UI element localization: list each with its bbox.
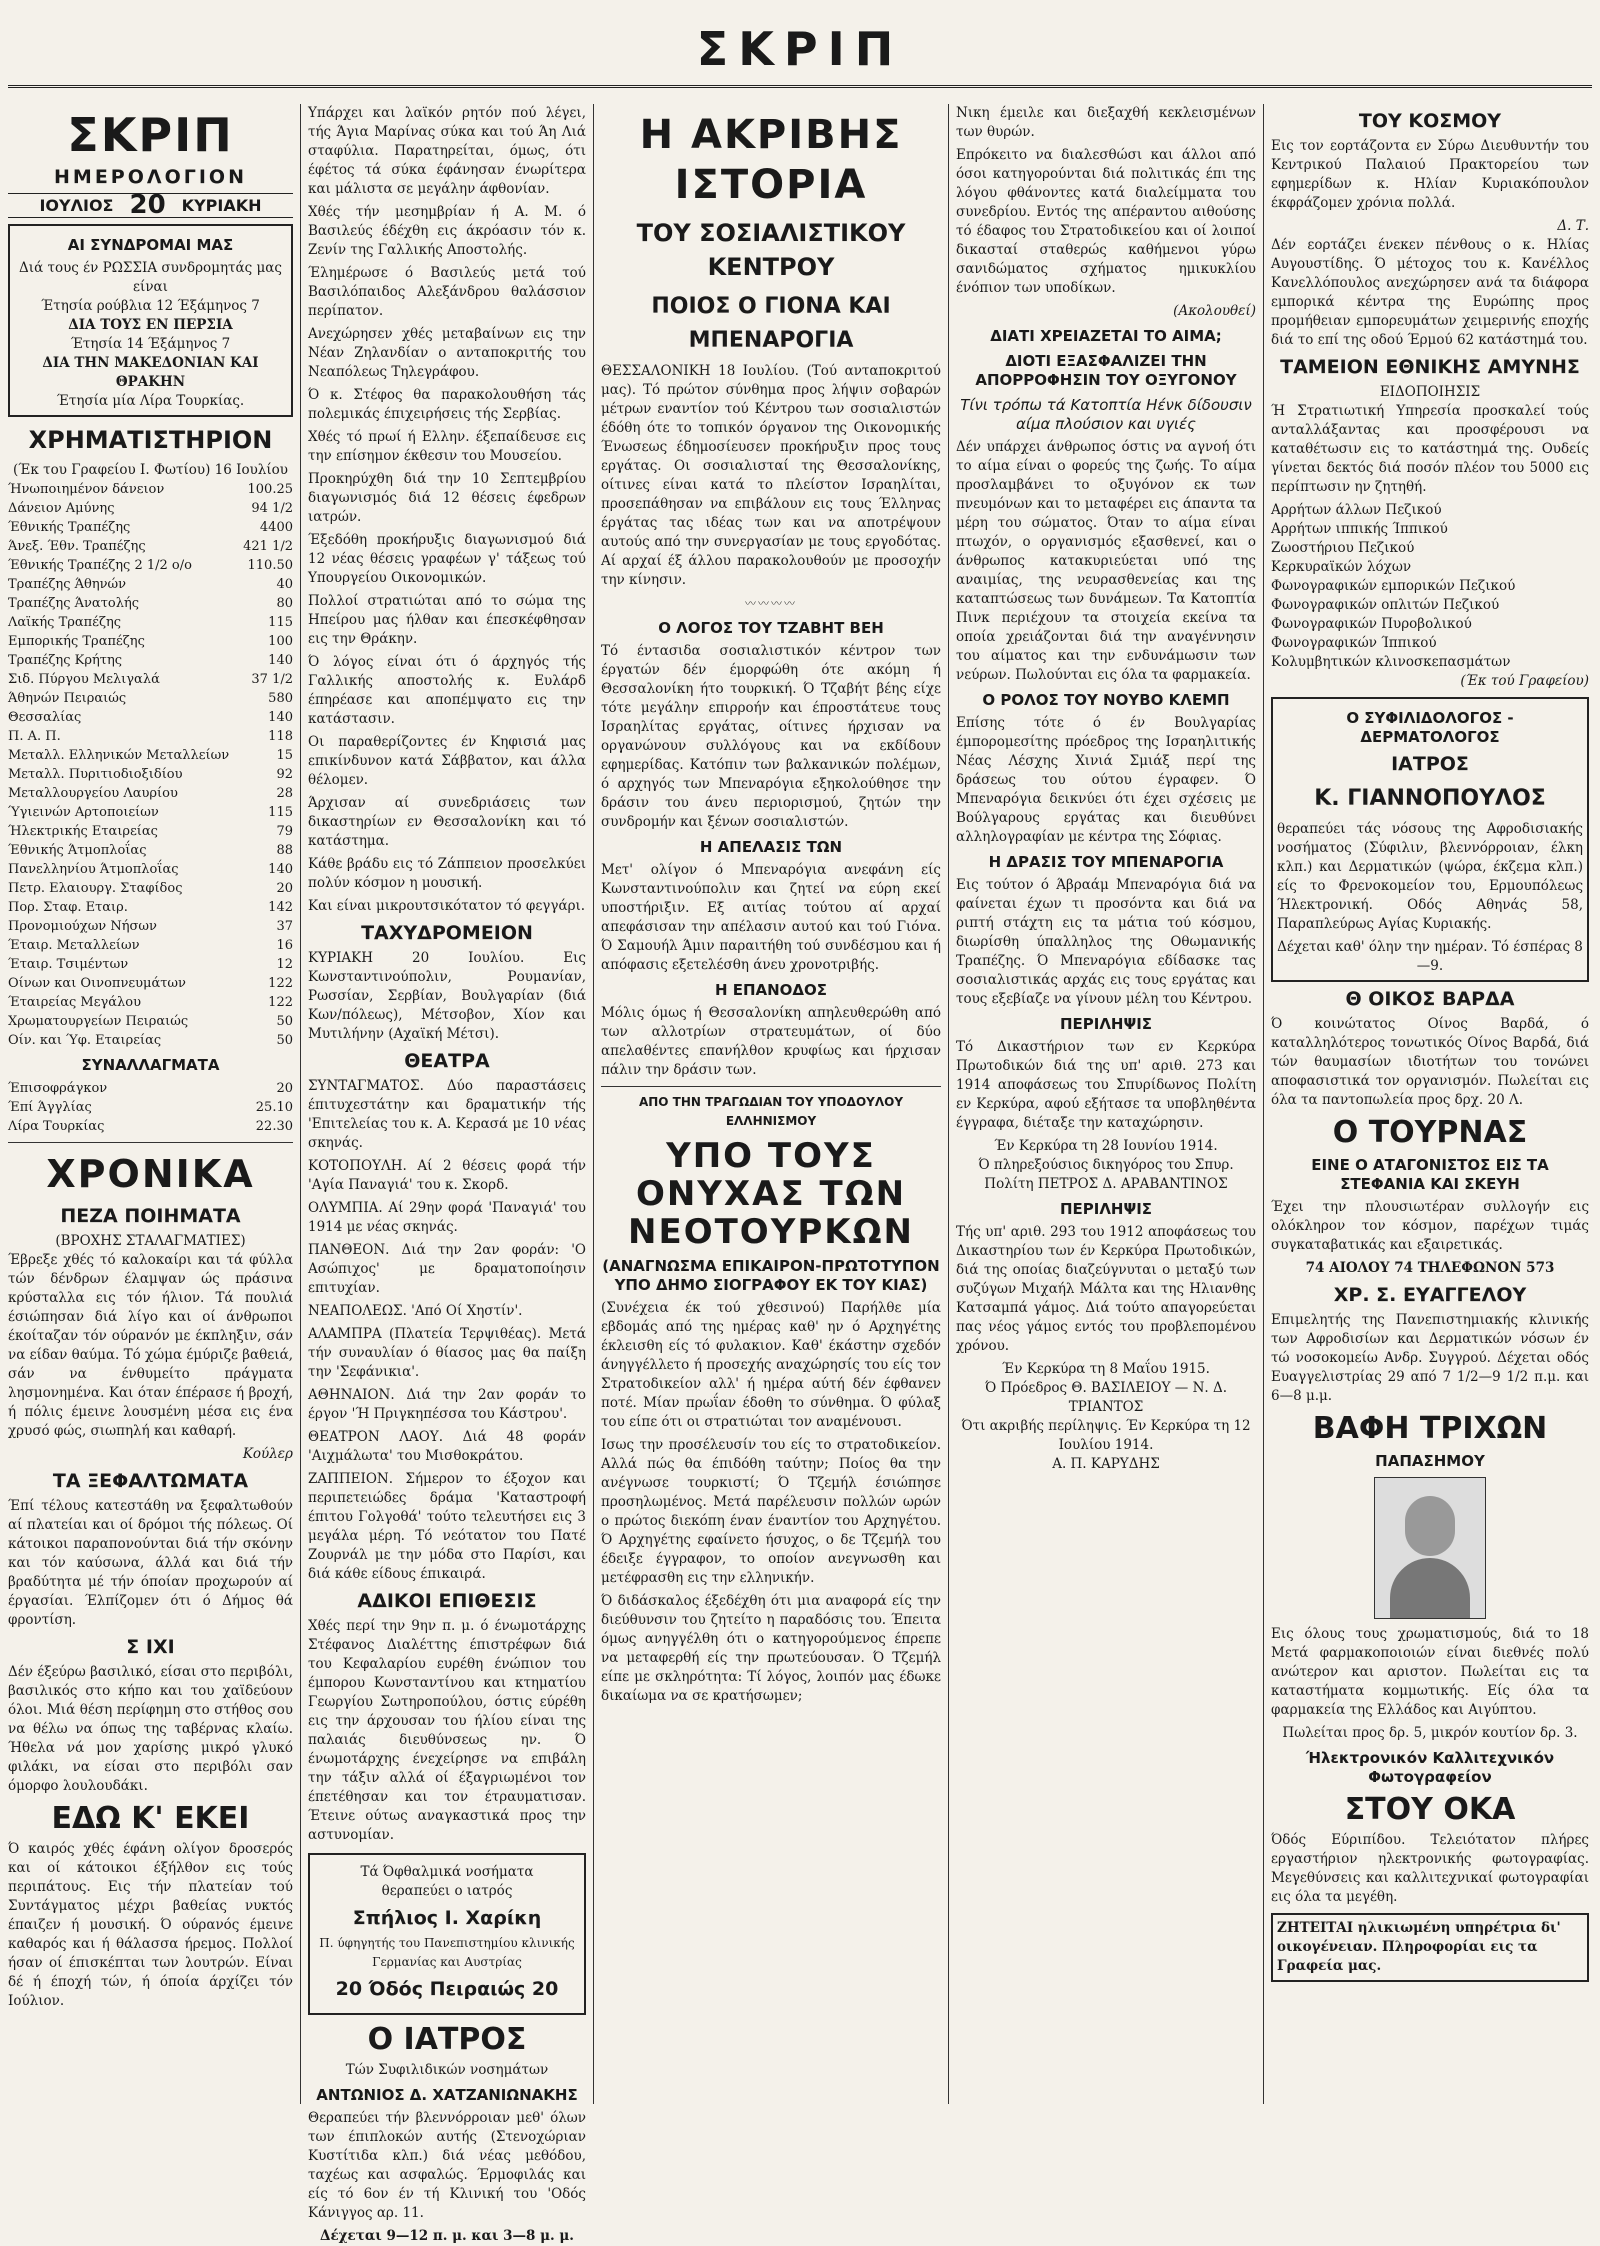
fx-row-label: Λίρα Τουρκίας [8, 1119, 105, 1134]
exchange-row-label: Χρωματουργείων Πειραιώς [8, 1014, 189, 1029]
exchange-row-value: 94 1/2 [251, 501, 293, 516]
theatre-item: ΠΑΝΘΕΟΝ. Διά την 2αν φοράν: 'Ο Ασώπιχος' με δραματοποίησιν επιτυχίαν. [308, 1242, 586, 1296]
tameion-item: Φωνογραφικών Ίππικού [1271, 635, 1437, 651]
syf-subheading: ΙΑΤΡΟΣ [1391, 753, 1469, 775]
exchange-row-label: Μεταλλουργείου Λαυρίου [8, 786, 178, 801]
date-day: 20 [129, 190, 166, 220]
theatre-item: ΑΛΑΜΠΡΑ (Πλατεία Τερψιθέας). Μετά τήν συναυλίαν ό θίασος μας θα παίξη την 'Σεφάνικια'. [308, 1326, 586, 1380]
role-text: Επίσης τότε ό έν Βουλγαρίας έμπορομεσίτης πρόεδρος της Ισραηλιτικής Νέας Λέσχης Χινιά Σμιάξ περί της δράσεως του ούτου έγραφεν. Ό Μπεναρόγια δεικνύει ότι έχει σχέσεις με Βούλγαρους εργάτας και διευθύνει αλληλογραφίαν με κέντρα της Σόφιας. [956, 715, 1256, 845]
exchange-row-value: 100.25 [247, 482, 293, 497]
exchange-row [8, 841, 293, 860]
theatre-item: ΘΕΑΤΡΟΝ ΛΑΟΥ. Διά 48 φοράν 'Αιχμάλωτα' του Μισθοκράτου. [308, 1429, 586, 1464]
ad-name: Σπήλιος Ι. Χαρίκη [352, 1907, 542, 1929]
news-paragraph: Χθές τό πρωί ή Ελλην. έξεπαίδευσε εις την επίσημον έκθεσιν του Μουσείου. [308, 429, 586, 464]
summary-footer-signature: Α. Π. ΚΑΡΥΔΗΣ [1052, 1456, 1160, 1472]
portrait-illustration [1374, 1477, 1486, 1619]
exchange-row [8, 803, 293, 822]
poems-subheading: (ΒΡΟΧΗΣ ΣΤΑΛΑΓΜΑΤΙΕΣ) [55, 1233, 246, 1249]
exchange-row-value: 40 [276, 577, 293, 592]
exchange-row-value: 115 [268, 615, 293, 630]
exchange-row [8, 860, 293, 879]
theatre-item: ΟΛΥΜΠΙΑ. Αί 29ην φορά 'Παναγιά' του 1914 με νέας σκηνάς. [308, 1200, 586, 1235]
subscription-line: Έτησία μία Λίρα Τουρκίας. [56, 393, 245, 409]
drasis-text: Εις τούτον ό Άβραάμ Μπεναρόγια διά να φαίνεται έχων τι προσόντα και διά να ριπτή στάχτη εις τα μάτια τού κόσμου, διωρίσθη ύπαλληλος της Οθωμανικής Τραπέζης. Ό Μπεναρόγια εδίδασκε τας σοσιαλιστικάς αρχάς εις τους εργάτας και τους εξεβίαζε να γίνουν μέλη του Κέντρου. [956, 877, 1256, 1007]
subscription-line: ΔΙΑ ΤΟΥΣ ΕΝ ΠΕΡΣΙΑ [68, 317, 233, 333]
serial-text: Ό διδάσκαλος έξεδέχθη ότι μια αναφορά είς την διεύθυνσιν του ζητείτο η παραδόσις του. Έπειτα όμως ανηγγέλθη ότι ο κατηγορούμενος έπρεπε να μεταφερθή είς την πρωτεύουσαν. Ό Τζεμήλ είπε με σκληρότητα: Τί λόγος, λοιπόν μας έδωκε δικαίωμα να σε κρατήσωμεν; [601, 1593, 941, 1704]
sub-heading: Ο ΛΟΓΟΣ ΤΟΥ ΤΖΑΒΗΤ ΒΕΗ [658, 619, 884, 637]
ad-line: Π. ύφηγητής του Πανεπιστημίου κλινικής Γερμανίας και Αυστρίας [319, 1936, 575, 1969]
kosmos-text-2: Δέν εορτάζει ένεκεν πένθους ο κ. Ηλίας Αυγουστίδης. Ό μέτοχος του κ. Κανέλλος Κανελλόπουλος ανεχώρησεν ανά τα διάφορα εμπορικά κέντρα της Ευρώπης προς προμήθειαν εμπορευμάτων χειμερινής εποχής διά το επί της οδού Έρμού 62 κατάστημά του. [1271, 237, 1589, 348]
news-paragraph: Επρόκειτο να διαλεσθώσι και άλλοι από όσοι κατηγορούνται διά πολιτικάς έπι της λόγου φθάνοντες κατά διαλείμματα του συνεδρίου. Εντός της απέραντου αιθούσης τό έδαφος του Στρατοδικείου και οί λοιποί δικασταί σταθερώς καθήμενοι γύρω σανιδώματος σχήματος ημικυκλίου ένόπιον των υποδίκων. [956, 147, 1256, 296]
eye-doctor-ad [308, 1853, 586, 2015]
theatre-list [308, 1077, 586, 1584]
news-paragraph: Χθές τήν μεσημβρίαν ή Α. Μ. ό Βασιλεύς έδέχθη εις άκρόασιν τόν κ. Ζενίν της Γαλλικής Αποστολής. [308, 204, 586, 258]
portrait-body [1390, 1558, 1470, 1618]
continued-note: (Ακολουθεί) [1173, 303, 1256, 319]
serial-text: Ισως την προσέλευσίν του είς το στρατοδικείον. Αλλά πώς θα έπιδόθη ταύτην; Ποίος θα την ανέγνωσε τουρκιστί; Ό Τζεμήλ έσιώπησε προσηλωμένος. Μετά παρέλευσιν πολλών ωρών ο πρώτος διεκόπη έναν έναντίον του Αρχηγέτου. Ό Αρχηγέτης εφαίνετο ήσυχος, ο δε Τζεμήλ του έδειξε έγγραφον, το οποίον ανεγνωσθη και μετέφρασθη εις την ελληνικήν. [601, 1437, 941, 1586]
news-paragraph: Ό κ. Στέφος θα παρακολουθήση τάς πολεμικάς έπιχειρήσεις τής Σερβίας. [308, 387, 586, 422]
doctor-name: ΑΝΤΩΝΙΟΣ Δ. ΧΑΤΖΑΝΙΩΝΑΚΗΣ [316, 2086, 578, 2104]
adikoi-heading: ΑΔΙΚΟΙ ΕΠΙΘΕΣΙΣ [357, 1590, 537, 1612]
column-rule [300, 104, 301, 2104]
exchange-row-label: Δάνειον Αμύνης [8, 501, 115, 516]
tameion-subheading: ΕΙΔΟΠΟΙΗΣΙΣ [1379, 384, 1481, 400]
news-paragraph: Έξεδόθη προκήρυξις διαγωνισμού διά 12 νέας θέσεις γραφέων γ' τάξεως τού Υπουργείου Οικονομικών. [308, 532, 586, 586]
exchange-row [8, 993, 293, 1012]
exchange-row [8, 955, 293, 974]
summary-signature: Ό Πρόεδρος Θ. ΒΑΣΙΛΕΙΟΥ — Ν. Δ. ΤΡΙΑΝΤΟΣ [984, 1380, 1228, 1415]
tourna-text: Έχει την πλουσιωτέραν συλλογήν εις ολόκληρον τον κόσμον, παρέχων τιμάς συγκαταβατικάς και εξαιρετικάς. [1271, 1199, 1589, 1253]
oikos-heading: Θ ΟΙΚΟΣ ΒΑΡΔΑ [1345, 988, 1515, 1010]
portrait-face [1405, 1496, 1455, 1556]
exchange-row-label: Έταιρ. Τσιμέντων [8, 957, 129, 972]
exchange-row-value: 50 [276, 1014, 293, 1029]
news-paragraph: Πολλοί στρατιώται από το σώμα της Ηπείρου μας ήλθαν και έπεσκέφθησαν εις την Θράκην. [308, 593, 586, 647]
doctor-text: Θεραπεύει τήν βλεννόρροιαν μεθ' όλων των έπιπλοκών αυτής (Στενοχώριαν Κυστίτιδα κλπ.) διά νέας μεθόδου, ταχέως και ασφαλώς. Έρμοφιλάς και είς τό 6ον έν τή Κλινική του 'Οδός Κάνιγγος αρ. 11. [308, 2110, 586, 2221]
exchange-row-label: Έταιρ. Μεταλλείων [8, 938, 140, 953]
exchange-row-label: Πορ. Σταφ. Εταιρ. [8, 900, 128, 915]
ix-text: Δέν έξεύρω βασιλικό, είσαι στο περιβόλι, βασιλικός στο κήπο και του χαϊδεύουν όλοι. Μιά θέση περίφημη στο στήθος σου να θέλω να όπως της ταβέρνας κλαίω. Ήθελα νά μον χαρίσης μικρό γλυκό φιλάκι, να είσαι στο περιβόλι σαν όμορφο λουλουδάκι. [8, 1664, 294, 1794]
exchange-row-label: Έταιρείας Μεγάλου [8, 995, 141, 1010]
exchange-row-value: 80 [276, 596, 293, 611]
fx-row [8, 1098, 293, 1117]
tameion-item: Ζωοστήριου Πεζικού [1271, 540, 1415, 556]
exchange-row [8, 727, 293, 746]
syf-hours: Δέχεται καθ' όλην την ημέραν. Τό έσπέρας 8—9. [1277, 939, 1583, 974]
exchange-row-value: 110.50 [247, 558, 293, 573]
ad-line: θεραπεύει ο ιατρός [381, 1883, 513, 1899]
ad-address: 20 Όδός Πειραιώς 20 [335, 1978, 559, 2000]
exchange-row-label: Θεσσαλίας [8, 710, 82, 725]
exchange-row-label: Τραπέζης Άθηνών [8, 577, 127, 592]
chronika-heading: ΧΡΟΝΙΚΑ [46, 1152, 255, 1196]
newspaper-page [8, 8, 1592, 2244]
exchange-row [8, 480, 293, 499]
exchange-row [8, 613, 293, 632]
masthead-rule [8, 85, 1592, 88]
exchange-row [8, 537, 293, 556]
column-fourth [956, 104, 1256, 2104]
tourna-heading: Ο ΤΟΥΡΝΑΣ [1332, 1115, 1528, 1150]
exchange-row-value: 140 [268, 653, 293, 668]
exchange-row-value: 37 1/2 [251, 672, 293, 687]
exchange-row [8, 708, 293, 727]
exchange-heading: ΧΡΗΜΑΤΙΣΤΗΡΙΟΝ [28, 426, 273, 454]
exchange-row-value: 4400 [259, 520, 293, 535]
exchange-row-label: Οίν. και Ύφ. Εταιρείας [8, 1033, 162, 1048]
exchange-row-label: Άθηνών Πειραιώς [8, 691, 127, 706]
subscription-line: ΔΙΑ ΤΗΝ ΜΑΚΕΔΟΝΙΑΝ ΚΑΙ ΘΡΑΚΗΝ [42, 355, 259, 390]
divider [601, 1086, 941, 1087]
kosmos-heading: ΤΟΥ ΚΟΣΜΟΥ [1358, 110, 1502, 132]
theatre-heading: ΘΕΑΤΡΑ [404, 1050, 490, 1072]
column-right [1271, 104, 1589, 2104]
tourna-address: 74 ΑΙΟΛΟΥ 74 ΤΗΛΕΦΩΝΟΝ 573 [1305, 1260, 1555, 1276]
oikos-text: Ό κοινώτατος Οίνος Βαρδά, ό καταλληλότερος τονωτικός Οίνος Βαρδά, διά τών θαυμασίων ιδιοτήτων του τονώνει αποφασιστικά τον οργανισμόν. Πωλείται εις όλα τα παντοπωλεία προς δρχ. 20 Λ. [1271, 1016, 1589, 1108]
ix-heading: Σ ΙΧΙ [126, 1636, 175, 1658]
exchange-row [8, 1031, 293, 1050]
serial-title: ΥΠΟ ΤΟΥΣ ΟΝΥΧΑΣ ΤΩΝ ΝΕΟΤΟΥΡΚΩΝ [628, 1136, 914, 1252]
blood-heading-2: ΔΙΟΤΙ ΕΞΑΣΦΑΛΙΖΕΙ ΤΗΝ ΑΠΟΡΡΟΦΗΣΙΝ ΤΟΥ ΟΞΥΓΟΝΟΥ [975, 352, 1237, 389]
exchange-row-value: 20 [276, 881, 293, 896]
subscription-line: Έτησία ρούβλια 12 Έξάμηνος 7 [41, 298, 260, 314]
poems-heading: ΠΕΖΑ ΠΟΙΗΜΑΤΑ [60, 1205, 241, 1227]
exchange-row-value: 580 [268, 691, 293, 706]
exchange-row-label: Ήνωποιημένον δάνειον [8, 482, 165, 497]
divider [8, 1142, 293, 1143]
column-left [8, 104, 293, 2104]
exchange-row-value: 115 [268, 805, 293, 820]
column-center [601, 104, 941, 2104]
exchange-row-label: Ύγιεινών Αρτοποιείων [8, 805, 159, 820]
edo-text: Ό καιρός χθές έφάνη ολίγον δροσερός και οί κάτοικοι έξήλθον εις τούς περιπάτους. Εις τήν πλατείαν τού Συντάγματος μέχρι βαθείας νυκτός έπαιζεν ή μουσική. Ό ούρανός έμεινε καθαρός και ή θάλασσα ήρεμος. Πολλοί ήσαν οί έπισκέπται των λουτρών. Είναι δέ ή έποχή τών, ή όποία άρχίζει τόν Ιούλιον. [8, 1841, 293, 2009]
exchange-row-value: 88 [276, 843, 293, 858]
theatre-item: ΖΑΠΠΕΙΟΝ. Σήμερον το έξοχον και περιπετειώδες δράμα 'Καταστροφή έπιτου Γολγοθά' τούτο τελευτήσει εις 3 μεγάλα μέρη. Τό νεότατον του Πατέ Ζουρνάλ με την μόδα στο Παρίσι, και διά κάθε είδους έπικαιρά. [308, 1471, 586, 1582]
exchange-row [8, 575, 293, 594]
exchange-row-value: 421 1/2 [243, 539, 293, 554]
xefalt-text: Έπί τέλους κατεστάθη να ξεφαλτωθούν αί πλατείαι και οί δρόμοι τής πόλεως. Οί κάτοικοι παραπονούνται διά τήν σκόνην και τόν καύσωνα, άλλά και διά τήν βραδύτητα μέ τήν όποίαν προχωρούν αί έργασίαι. Έλπίζομεν ότι ό Δήμος θά φροντίση. [8, 1498, 293, 1628]
drasis-heading: Η ΔΡΑΣΙΣ ΤΟΥ ΜΠΕΝΑΡΟΓΙΑ [988, 853, 1224, 871]
poems-text: Έβρεξε χθές τό καλοκαίρι και τά φύλλα τών δένδρων έλαμψαν ώς πράσινα κρύσταλλα εις τόν ήλιον. Τά πουλιά έσιώπησαν διά λίγο και οί άνθρωποι έκοίταζαν τόν ούρανόν με έκπληξιν, σάν να είδαν θαύμα. Τό χώμα έμύριζε βαθειά, σάν να ένθυμείτο πράγματα λησμονημένα. Και όταν έπέρασε ή βροχή, ή πόλις έμεινε λουσμένη μέσα εις ένα χρυσό φώς, σιωπηλή και καθαρή. [8, 1252, 293, 1439]
theatre-item: ΚΟΤΟΠΟΥΛΗ. Αί 2 θέσεις φορά τήν 'Αγία Παναγιά' του κ. Σκορδ. [308, 1158, 586, 1193]
exchange-row-value: 16 [276, 938, 293, 953]
wanted-ad [1271, 1913, 1589, 1982]
exchange-row [8, 670, 293, 689]
news-paragraph: Υπάρχει και λαϊκόν ρητόν πού λέγει, τής Άγια Μαρίνας σύκα και τού Άη Λιά σταφύλια. Παρατηρείται, όμως, ότι έφέτος τά σύκα έφάνησαν ένωρίτερα και μάλιστα σε μεγάλην άφθονίαν. [308, 105, 586, 197]
tameion-item: Φωνογραφικών Πυροβολικού [1271, 616, 1472, 632]
fx-row-label: Έπισοφράγκον [8, 1081, 108, 1096]
syfilido-ad [1271, 697, 1589, 982]
divider-ornament: 〰〰〰〰 [745, 597, 797, 610]
fx-row-value: 22.30 [255, 1119, 293, 1134]
exchange-row-label: Λαϊκής Τραπέζης [8, 615, 122, 630]
exchange-row-label: Έθνικής Τραπέζης [8, 520, 131, 535]
summary-signature: Ό πληρεξούσιος δικηγόρος του Σπυρ. Πολίτη ΠΕΤΡΟΣ Δ. ΑΡΑΒΑΝΤΙΝΟΣ [978, 1157, 1234, 1192]
vafi-text: Εις όλους τους χρωματισμούς, διά το 18 Μετά φαρμακοποιοιών είναι διεθνές πολύ ανώτερον και αριστον. Πωλείται εις τα καταστήματα κομμωτικής. Είς όλα τα φαρμακεία της Ελλάδος και Αιγύπτου. [1271, 1626, 1589, 1718]
exchange-row-label: Π. Α. Π. [8, 729, 61, 744]
exchange-row-label: Μεταλλ. Ελληνικών Μεταλλείων [8, 748, 230, 763]
exchange-row [8, 632, 293, 651]
kosmos-signature: Δ. Τ. [1557, 218, 1589, 234]
sub-heading: Η ΑΠΕΛΑΣΙΣ ΤΩΝ [699, 838, 843, 856]
exchange-row-label: Άνεξ. Έθν. Τραπέζης [8, 539, 146, 554]
exchange-row-label: Προνομιούχων Νήσων [8, 919, 157, 934]
poems-signature: Κούλερ [242, 1446, 293, 1462]
oka-heading: ΣΤΟΥ ΟΚΑ [1344, 1792, 1516, 1827]
fx-row [8, 1079, 293, 1098]
photo-heading: Ήλεκτρονικόν Καλλιτεχνικόν Φωτογραφείον [1305, 1749, 1555, 1786]
column-title: ΣΚΡΙΠ [67, 108, 234, 162]
exchange-row [8, 689, 293, 708]
dateline [8, 190, 293, 220]
subscription-line: Διά τους έν ΡΩΣΣΙΑ συνδρομητάς μας είναι [19, 260, 282, 295]
exchange-row-value: 122 [268, 995, 293, 1010]
sub-text: Τό έντασιδα σοσιαλιστικόν κέντρον των έργατών δέν έμορφώθη ότε ακόμη ή Θεσσαλονίκη ήτο τουρκική. Ό Τζαβήτ βέης είχε τότε μεγάλην επιρροήν και έπροστάτευε τους Ισραηλίτας εργάτας, οίτινες ήρχισαν να οργανώνουν συλλόγους και να εκδίδουν εφημερίδας. Κατόπιν των βαλκανικών πολέμων, ό αρχηγός των Μπεναρόγια εξηκολούθησε την δράσιν του άνευ περιορισμού, ζητών την συνδρομήν και ξένων σοσιαλιστών. [601, 643, 941, 830]
fx-row-label: Έπί Άγγλίας [8, 1100, 92, 1115]
fx-list [8, 1079, 293, 1136]
exchange-row-value: 50 [276, 1033, 293, 1048]
exchange-row-label: Έθνικής Τραπέζης 2 1/2 ο/ο [8, 558, 192, 573]
wanted-text: ΖΗΤΕΙΤΑΙ ηλικιωμένη υπηρέτρια δι' οικογένειαν. Πληροφορίαι εις τα Γραφεία μας. [1277, 1920, 1561, 1974]
summary-date: Έν Κερκύρα τη 28 Ιουνίου 1914. [994, 1138, 1218, 1154]
lead-headline: Η ΑΚΡΙΒΗΣ ΙΣΤΟΡΙΑ [639, 112, 903, 208]
subscriptions-box [8, 224, 293, 417]
exchange-row-label: Τραπέζης Κρήτης [8, 653, 123, 668]
summary-heading: ΠΕΡΙΛΗΨΙΣ [1059, 1200, 1153, 1218]
xefalt-heading: ΤΑ ΞΕΦΑΛΤΩΜΑΤΑ [52, 1470, 249, 1492]
column-rule [1263, 104, 1264, 2104]
exchange-row [8, 974, 293, 993]
sub-text: Μόλις όμως ή Θεσσαλονίκη απηλευθερώθη από των αλλοτρίων στρατευμάτων, οί δύο απελαθέντες επανήλθον κρυφίως και ήρχισαν πάλιν την δράσιν των. [601, 1005, 941, 1078]
vafi-subheading: ΠΑΠΑΣΗΜΟΥ [1375, 1452, 1485, 1470]
tameion-item: Φωνογραφικών εμπορικών Πεζικού [1271, 578, 1516, 594]
exchange-row-label: Οίνων και Οινοπνευμάτων [8, 976, 186, 991]
summary-text: Τής υπ' αριθ. 293 του 1912 αποφάσεως του Δικαστηρίου των έν Κερκύρα Πρωτοδικών, διά της οποίας διαζεύγνυται ο μεταξύ των συζύγων Μιχαήλ Μάλτα και της Ηλιανθης Κατσαμπά γάμος. Διά τούτο απαγορεύεται πας νέος γάμος εντός του προβλεπομένου χρόνου. [956, 1224, 1256, 1354]
exchange-row [8, 594, 293, 613]
exchange-row [8, 936, 293, 955]
column-rule [948, 104, 949, 2104]
exchange-row-value: 140 [268, 710, 293, 725]
lead-headline-2: ΤΟΥ ΣΟΣΙΑΛΙΣΤΙΚΟΥ ΚΕΝΤΡΟΥ [636, 219, 906, 281]
post-heading: ΤΑΧΥΔΡΟΜΕΙΟΝ [361, 922, 533, 944]
column-rule [593, 104, 594, 2104]
syf-text: θεραπεύει τάς νόσους της Αφροδισιακής νοσήματος (Σύφιλιν, βλεννόρροιαν, έλκη κλπ.) και Δερματικών (ψώρα, έκζεμα κλπ.) είς το Φρενοκομείον του, Ερμουπόλεως Ήλεκτρονική. Οδός Αθηνάς 58, Παραπλεύρως Αγίας Κυριακής. [1277, 821, 1583, 932]
exchange-row-value: 15 [276, 748, 293, 763]
exchange-row-label: Εμπορικής Τραπέζης [8, 634, 145, 649]
adikoi-text: Χθές περί την 9ην π. μ. ό ένωμοτάρχης Στέφανος Διαλέττης έπιστρέφων διά του Κεφαλαρίου ευρέθη ένώπιον του έμπορου Κωνσταντίνου και κτηματίου Γεωργίου Σωτηροπούλου, όστις εύρέθη εις την άρχουσαν του ήλίου είναι της παλαιάς διευθύνσεως ην. Ό ένωμοτάρχης ένεχείρησε να επιβάλη την τάξιν αλλά οί έξαγριωμένοι τον έπετέθησαν και τον έτραυματισαν. Έτεινε ούτως αναγκαστικά προς την αστυνομίαν. [308, 1618, 586, 1843]
exchange-row-label: Μεταλλ. Πυριτιοδιοξιδίου [8, 767, 183, 782]
news-paragraph: Οι παραθερίζοντες έν Κηφισιά μας επικίνδυνον κατά Σάββατον, και άλλα θέλομεν. [308, 734, 586, 788]
role-heading: Ο ΡΟΛΟΣ ΤΟΥ ΝΟΥΒΟ ΚΛΕΜΠ [982, 691, 1230, 709]
exchange-row-value: 142 [268, 900, 293, 915]
serial-banner: ΑΠΟ ΤΗΝ ΤΡΑΓΩΔΙΑΝ ΤΟΥ ΥΠΟΔΟΥΛΟΥ ΕΛΛΗΝΙΣΜΟΥ [638, 1095, 904, 1128]
summary-text: Τό Δικαστήριον των εν Κερκύρα Πρωτοδικών διά της υπ' αριθ. 273 και 1914 αποφάσεως του Σπυρίδωνος Πολίτη εν Κερκύρα, αφού εξήτασε τα υποβληθέντα έγγραφα, διέταξε την καταχώρησιν. [956, 1039, 1256, 1131]
masthead-logo: ΣΚΡΙΠ [696, 22, 904, 76]
exchange-row-value: 140 [268, 862, 293, 877]
news-paragraph: Και είναι μικρουτσικότατον τό φεγγάρι. [308, 898, 586, 914]
serial-text: (Συνέχεια έκ τού χθεσινού) Παρήλθε μία εβδομάς από της ημέρας καθ' ην ό Αρχηγέτης έκλεισθη είς τό φυλακιον. Καθ' έκάστην σχεδόν άνηγγέλλετο ή προσεχής αναχώρησίς του είς τον Στρατοδικείον αλλ' ή ημέρα αύτή δέν έφθανεν ποτέ. Μίαν πρωΐαν έδοθη το σύνθημα. Ό φύλαξ του είπε ότι οι στρατιώται τον αναμένουσι. [601, 1300, 941, 1430]
news-paragraph: Ανεχώρησεν χθές μεταβαίνων εις την Νέαν Ζηλανδίαν ο ανταποκριτής του Νεαπόλεως Τηλεγράφου. [308, 326, 586, 380]
exchange-row-label: Πανελληνίου Άτμοπλοΐας [8, 862, 179, 877]
tameion-text: Ή Στρατιωτική Υπηρεσία προσκαλεί τούς ανταλλάξαντας και προσφέρουσι να καταθέτωσιν εις το κατάστημά της. Ουδείς γίνεται δεκτός διά ποσόν πλέον του 5000 εις περίπτωσιν ην ζητηθή. [1271, 403, 1589, 495]
calendar-title: ΗΜΕΡΟΛΟΓΙΟΝ [54, 166, 247, 188]
syf-name: Κ. ΓΙΑΝΝΟΠΟΥΛΟΣ [1314, 786, 1546, 811]
date-weekday: ΚΥΡΙΑΚΗ [181, 196, 262, 215]
exchange-row-label: Έθνικής Άτμοπλοΐας [8, 843, 147, 858]
exchange-row-value: 92 [276, 767, 293, 782]
exchange-row [8, 518, 293, 537]
masthead [8, 8, 1592, 92]
subscriptions-heading: ΑΙ ΣΥΝΔΡΟΜΑΙ ΜΑΣ [67, 236, 234, 254]
exchange-row [8, 822, 293, 841]
exchange-row-label: Ήλεκτρικής Εταιρείας [8, 824, 158, 839]
summary-heading: ΠΕΡΙΛΗΨΙΣ [1059, 1015, 1153, 1033]
sub-heading: Η ΕΠΑΝΟΔΟΣ [714, 981, 828, 999]
theatre-item: ΝΕΑΠΟΛΕΩΣ. 'Από Οί Χηστίν'. [308, 1303, 523, 1319]
ad-line: Τά Όφθαλμικά νοσήματα [360, 1864, 534, 1880]
theatre-item: ΑΘΗΝΑΙΟΝ. Διά την 2αν φοράν το έργον 'Ή Πριγκηπέσσα του Κάστρου'. [308, 1387, 586, 1422]
evang-text: Επιμελητής της Πανεπιστημιακής κλινικής των Αφροδισίων και Δερματικών νόσων έν τώ νοσοκομείω Ανδρ. Συγγρού. Δέχεται οδός Ευαγγελιστρίας 29 από 7 1/2—9 1/2 π.μ. και 6—8 μ.μ. [1271, 1312, 1589, 1404]
exchange-row [8, 1012, 293, 1031]
exchange-list [8, 480, 293, 1050]
vafi-footer: Πωλείται προς δρ. 5, μικρόν κουτίον δρ. 3. [1282, 1725, 1578, 1741]
summary-footer: Ότι ακριβής περίληψις. Έν Κερκύρα τη 12 Ιουλίου 1914. [961, 1418, 1251, 1453]
doctor-subheading: Τών Συφιλιδικών νοσημάτων [345, 2062, 549, 2078]
summary-date: Έν Κερκύρα τη 8 Μαΐου 1915. [1002, 1361, 1210, 1377]
tameion-item: Αρρήτων άλλων Πεζικού [1271, 502, 1442, 518]
exchange-row [8, 898, 293, 917]
exchange-row [8, 765, 293, 784]
fx-row-value: 25.10 [255, 1100, 293, 1115]
theatre-item: ΣΥΝΤΑΓΜΑΤΟΣ. Δύο παραστάσεις έπιτυχεστάτην και δραματικήν τής 'Επιτελείας του κ. Α. Κερασά με 10 νέας σκηνάς. [308, 1078, 586, 1151]
exchange-row [8, 746, 293, 765]
exchange-row-value: 100 [268, 634, 293, 649]
exchange-row-value: 37 [276, 919, 293, 934]
subscription-line: Έτησία 14 Έξάμηνος 7 [70, 336, 231, 352]
tameion-item: Κερκυραϊκών λόχων [1271, 559, 1412, 575]
exchange-row-value: 122 [268, 976, 293, 991]
evang-heading: ΧΡ. Σ. ΕΥΑΓΓΕΛΟΥ [1333, 1284, 1527, 1306]
tameion-heading: ΤΑΜΕΙΟΝ ΕΘΝΙΚΗΣ ΑΜΥΝΗΣ [1280, 356, 1580, 378]
date-month: ΙΟΥΛΙΟΣ [39, 196, 114, 215]
edo-heading: ΕΔΩ Κ' ΕΚΕΙ [51, 1801, 250, 1836]
exchange-row [8, 651, 293, 670]
doctor-heading: Ο ΙΑΤΡΟΣ [367, 2022, 527, 2057]
news-paragraph: Άρχισαν αί συνεδριάσεις των δικαστηρίων εν Θεσσαλονίκη και τό κατάστημα. [308, 795, 586, 849]
blood-heading: ΔΙΑΤΙ ΧΡΕΙΑΖΕΤΑΙ ΤΟ ΑΙΜΑ; [990, 327, 1222, 345]
exchange-row-value: 118 [268, 729, 293, 744]
sub-text: Μετ' ολίγον ό Μπεναρόγια ανεφάνη είς Κωνσταντινούπολιν και ζητεί να εύρη εκεί υποστήριξιν. Εξ αιτίας τούτου αί αρχαί απεφάσισαν την απέλασιν αυτού και τού Γιόνα. Ό Σαμουήλ Άμιν παραιτήθη τού συνδέσμου και ή απόφασις εξετελέσθη άνευ χρονοτριβής. [601, 862, 941, 973]
news-paragraph: Κάθε βράδυ εις τό Ζάππειον προσελκύει πολύν κόσμον η μουσική. [308, 856, 586, 891]
exchange-row [8, 917, 293, 936]
exchange-row-label: Τραπέζης Άνατολής [8, 596, 140, 611]
exchange-row-value: 28 [276, 786, 293, 801]
tameion-item: Αρρήτων ιππικής Ίππικού [1271, 521, 1448, 537]
vafi-heading: ΒΑΦΗ ΤΡΙΧΩΝ [1312, 1411, 1548, 1446]
exchange-subheading: (Έκ του Γραφείου Ι. Φωτίου) 16 Ιουλίου [13, 462, 288, 478]
lead-text: ΘΕΣΣΑΛΟΝΙΚΗ 18 Ιουλίου. (Τού ανταποκριτού μας). Τό πρώτον σύνθημα προς λήψιν σοβαρών μέτρων εναντίον τού Κέντρου των σοσιαλιστών έδόθη ότε το τοπικόν όργανον της Οικονομικής Ένωσεως έδημοσίευσεν προκήρυξιν προς τους εργάτας. Οι σοσιαλισταί της Θεσσαλονίκης, οίτινες είναι κατά το πλείστον Ισραηλίται, προσεπάθησαν να επιβάλουν εις τους Έλληνας έργάτας τας ιδέας των και να αποτρέψουν αυτούς από την συνεργασίαν με τους εργοδότας. Αί αρχαί έξ άλλου παρακολουθούν με προσοχήν την κίνησιν. [601, 363, 941, 588]
tameion-list [1271, 501, 1589, 672]
fx-heading: ΣΥΝΑΛΛΑΓΜΑΤΑ [81, 1056, 220, 1074]
doctor-hours: Δέχεται 9—12 π. μ. και 3—8 μ. μ. [319, 2228, 574, 2244]
syf-heading: Ο ΣΥΦΙΛΙΔΟΛΟΓΟΣ - ΔΕΡΜΑΤΟΛΟΓΟΣ [1346, 709, 1514, 746]
post-text: ΚΥΡΙΑΚΗ 20 Ιουλίου. Εις Κωνσταντινούπολιν, Ρουμανίαν, Ρωσσίαν, Σερβίαν, Βουλγαρίαν (διά Κων/πόλεως), Μέτσοβον, Χίον και Μυτιλήνην (Αχαϊκή Μέτσι). [308, 950, 586, 1042]
news-paragraph: Έλημέρωσε ό Βασιλεύς μετά τού Βασιλόπαιδος Αλεξάνδρου θαλάσσιον περίπατον. [308, 265, 586, 319]
serial-subtitle: (ΑΝΑΓΝΩΣΜΑ ΕΠΙΚΑΙΡΟΝ-ΠΡΩΤΟΤΥΠΟΝ ΥΠΟ ΔΗΜΟ ΣΙΟΓΡΑΦΟΥ ΕΚ ΤΟΥ ΚΙΑΣ) [602, 1257, 940, 1294]
lead-headline-3: ΠΟΙΟΣ Ο ΓΙΟΝΑ ΚΑΙ ΜΠΕΝΑΡΟΓΙΑ [651, 294, 891, 353]
news-paragraph: Ό λόγος είναι ότι ό άρχηγός τής Γαλλικής αποστολής κ. Ευλάρδ έπηρέασε και αποπέμψατο εις την κατάστασιν. [308, 654, 586, 727]
kosmos-text: Εις τον εορτάζοντα εν Σύρω Διευθυντήν του Κεντρικού Παλαιού Πρακτορείου των εφημερίδων κ. Ηλίαν Κυριακόπουλον έκφράζομεν χρόνια πολλά. [1271, 138, 1589, 211]
exchange-row-value: 79 [276, 824, 293, 839]
news-paragraph: Νικη έμειλε και διεξαχθή κεκλεισμένων των θυρών. [956, 105, 1256, 140]
exchange-row-label: Πετρ. Ελαιουργ. Σταφίδος [8, 881, 183, 896]
blood-text: Δέν υπάρχει άνθρωπος όστις να αγνοή ότι το αίμα είναι ο φορεύς της ζωής. Το αίμα προσλαμβάνει το οξυγόνον εκ των πνευμόνων και το μεταφέρει εις άπαντα τα μέρη του σώματος. Όταν το αίμα είναι πτωχόν, ο οργανισμός εξασθενεί, και ο άνθρωπος κατακυριεύεται υπό της αναιμίας, της νευρασθενείας και της καταπτώσεως των δυνάμεων. Τα Κατοπτία Πινκ περιέχουν τα στοιχεία εκείνα τα οποία χρειάζονται διά την αναγέννησιν του αίματος και την ενδυνάμωσιν των νεύρων. Πωλούνται εις όλα τα φαρμακεία. [956, 439, 1256, 683]
exchange-row-value: 12 [276, 957, 293, 972]
tameion-item: Φωνογραφικών οπλιτών Πεζικού [1271, 597, 1500, 613]
exchange-row [8, 879, 293, 898]
fx-row-value: 20 [276, 1081, 293, 1096]
tourna-subheading: ΕΙΝΕ Ο ΑΤΑΓΟΝΙΣΤΟΣ ΕΙΣ ΤΑ ΣΤΕΦΑΝΙΑ ΚΑΙ ΣΚΕΥΗ [1311, 1156, 1549, 1193]
fx-row [8, 1117, 293, 1136]
exchange-row [8, 556, 293, 575]
exchange-row [8, 784, 293, 803]
exchange-row-label: Σιδ. Πύργου Μελιγαλά [8, 672, 160, 687]
tameion-footer: (Έκ τού Γραφείου) [1460, 673, 1589, 689]
blood-heading-3: Τίνι τρόπω τά Κατοπτία Ηένκ δίδουσιν αίμα πλούσιον και υγιές [960, 396, 1252, 433]
column-second [308, 104, 586, 2244]
exchange-row [8, 499, 293, 518]
news-paragraph: Προκηρύχθη διά την 10 Σεπτεμβρίου διαγωνισμός διά 12 θέσεις έφεδρων ιατρών. [308, 471, 586, 525]
tameion-item: Κολυμβητικών κλινοσκεπασμάτων [1271, 654, 1511, 670]
oka-text: Όδός Εύριπίδου. Τελειότατον πλήρες εργαστήριον ηλεκτρονικής φωτογραφίας. Μεγεθύνσεις και καλλιτεχνικαί φωτογραφίαι εις όλα τα μεγέθη. [1271, 1832, 1589, 1905]
